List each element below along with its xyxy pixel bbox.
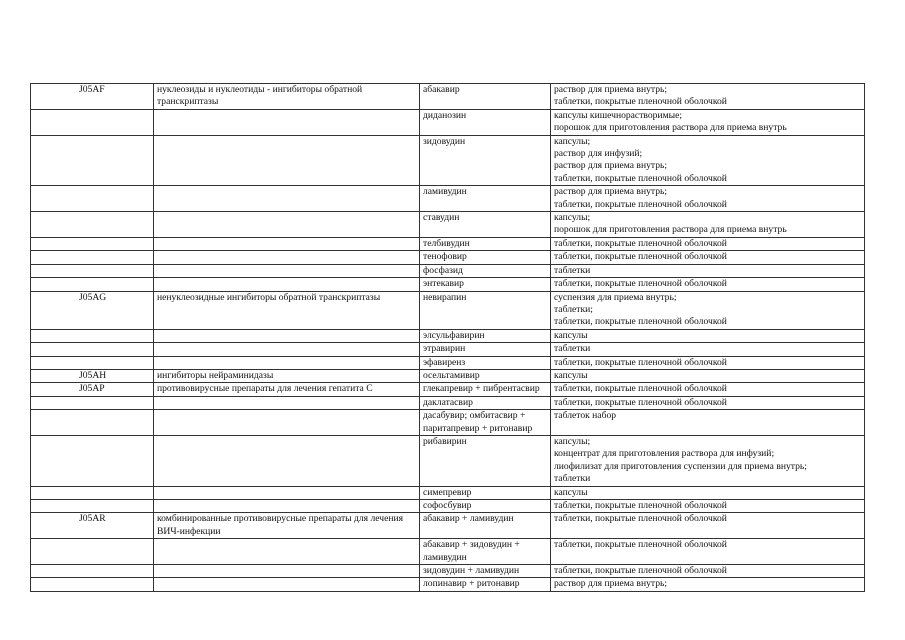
dosage-form-line: таблетки (554, 264, 591, 276)
pharmacological-group-cell (154, 539, 420, 565)
pharmacological-group-cell (154, 435, 420, 486)
atc-code-cell (31, 578, 154, 591)
table-row (31, 356, 865, 369)
atc-code-cell (31, 109, 154, 135)
drug-name-cell: дасабувир; омбитасвир + паритапревир + ритонавир (420, 410, 551, 436)
pharmacological-group-cell (154, 396, 420, 409)
pharmacological-group-cell (154, 486, 420, 499)
dosage-form-line: таблетки, покрытые пленочной оболочкой (554, 513, 727, 525)
drug-name-cell: глекапревир + пибрентасвир (420, 383, 551, 396)
dosage-forms-cell (551, 486, 865, 499)
dosage-forms-cell (551, 84, 865, 110)
dosage-form-line: капсулы; (554, 135, 591, 147)
dosage-form-line: таблетки, покрытые пленочной оболочкой (554, 316, 727, 328)
dosage-form-line: капсулы (554, 486, 588, 498)
drug-name-cell: элсульфавирин (420, 329, 551, 342)
table-row (31, 500, 865, 513)
drug-name-cell: абакавир + ламивудин (420, 513, 551, 539)
atc-code-cell (31, 486, 154, 499)
table-row (31, 186, 865, 212)
dosage-form-line: раствор для приема внутрь; (554, 84, 668, 95)
pharmacological-group-cell (154, 264, 420, 277)
dosage-forms-cell (551, 291, 865, 329)
table-row (31, 343, 865, 356)
dosage-form-line: таблетки, покрытые пленочной оболочкой (554, 565, 727, 577)
atc-code-cell (31, 343, 154, 356)
table-row (31, 396, 865, 409)
dosage-form-line: таблетки, покрытые пленочной оболочкой (554, 383, 727, 395)
dosage-form-line: раствор для инфузий; (554, 148, 643, 160)
drug-name-cell: ламивудин (420, 186, 551, 212)
atc-code-cell (31, 410, 154, 436)
dosage-form-line: таблетки, покрытые пленочной оболочкой (554, 237, 727, 249)
pharmacological-group-cell (154, 578, 420, 591)
atc-code-cell (31, 135, 154, 186)
dosage-form-line: таблетки, покрытые пленочной оболочкой (554, 356, 727, 368)
pharmacological-group-cell: противовирусные препараты для лечения гепатита C (154, 383, 420, 396)
drug-name-cell: зидовудин (420, 135, 551, 186)
dosage-forms-cell (551, 251, 865, 264)
drug-list-body (31, 84, 865, 592)
table-row (31, 486, 865, 499)
dosage-forms-cell (551, 343, 865, 356)
table-row (31, 84, 865, 110)
dosage-form-line: таблеток набор (554, 410, 617, 422)
dosage-form-line: концентрат для приготовления раствора для инфузий; (554, 448, 775, 460)
dosage-form-line: капсулы; (554, 212, 591, 224)
drug-name-cell: энтекавир (420, 278, 551, 291)
pharmacological-group-cell (154, 356, 420, 369)
pharmacological-group-cell (154, 500, 420, 513)
atc-code-cell (31, 565, 154, 578)
dosage-forms-cell (551, 396, 865, 409)
drug-name-cell: софосбувир (420, 500, 551, 513)
atc-code-cell (31, 237, 154, 250)
table-row (31, 135, 865, 186)
dosage-forms-cell (551, 539, 865, 565)
table-row (31, 291, 865, 329)
table-row (31, 251, 865, 264)
drug-name-cell: этравирин (420, 343, 551, 356)
dosage-form-line: порошок для приготовления раствора для приема внутрь (554, 122, 787, 134)
dosage-forms-cell (551, 578, 865, 591)
table-row (31, 383, 865, 396)
drug-name-cell: рибавирин (420, 435, 551, 486)
pharmacological-group-cell: комбинированные противовирусные препараты для лечения ВИЧ-инфекции (154, 513, 420, 539)
pharmacological-group-cell (154, 343, 420, 356)
dosage-forms-cell (551, 369, 865, 382)
dosage-form-line: таблетки, покрытые пленочной оболочкой (554, 251, 727, 263)
dosage-forms-cell (551, 264, 865, 277)
dosage-form-line: капсулы; (554, 435, 591, 447)
pharmacological-group-cell (154, 109, 420, 135)
dosage-forms-cell (551, 513, 865, 539)
pharmacological-group-cell: ненуклеозидные ингибиторы обратной транскриптазы (154, 291, 420, 329)
drug-name-cell: диданозин (420, 109, 551, 135)
atc-code-cell (31, 212, 154, 238)
atc-code-cell (31, 435, 154, 486)
dosage-forms-cell (551, 356, 865, 369)
atc-code-cell: J05AP (31, 383, 154, 396)
pharmacological-group-cell (154, 135, 420, 186)
dosage-form-line: порошок для приготовления раствора для приема внутрь (554, 224, 787, 236)
dosage-form-line: таблетки, покрытые пленочной оболочкой (554, 96, 727, 108)
dosage-form-line: раствор для приема внутрь; (554, 186, 668, 198)
dosage-form-line: таблетки (554, 343, 591, 355)
pharmacological-group-cell (154, 237, 420, 250)
atc-code-cell (31, 186, 154, 212)
table-row (31, 264, 865, 277)
dosage-forms-cell (551, 278, 865, 291)
table-row (31, 565, 865, 578)
drug-list-table (30, 83, 865, 592)
dosage-forms-cell (551, 186, 865, 212)
dosage-form-line: таблетки; (554, 303, 593, 315)
pharmacological-group-cell (154, 212, 420, 238)
drug-name-cell: невирапин (420, 291, 551, 329)
dosage-form-line: таблетки, покрытые пленочной оболочкой (554, 539, 727, 551)
drug-name-cell: осельтамивир (420, 369, 551, 382)
table-row (31, 539, 865, 565)
dosage-form-line: таблетки, покрытые пленочной оболочкой (554, 198, 727, 210)
atc-code-cell: J05AG (31, 291, 154, 329)
drug-name-cell: тенофовир (420, 251, 551, 264)
pharmacological-group-cell (154, 410, 420, 436)
atc-code-cell: J05AH (31, 369, 154, 382)
drug-name-cell: симепревир (420, 486, 551, 499)
atc-code-cell (31, 251, 154, 264)
atc-code-cell (31, 396, 154, 409)
dosage-forms-cell (551, 237, 865, 250)
dosage-form-line: таблетки, покрытые пленочной оболочкой (554, 396, 727, 408)
dosage-form-line: капсулы кишечнорастворимые; (554, 109, 683, 121)
dosage-forms-cell (551, 212, 865, 238)
pharmacological-group-cell (154, 329, 420, 342)
pharmacological-group-cell (154, 251, 420, 264)
dosage-forms-cell (551, 565, 865, 578)
pharmacological-group-cell (154, 565, 420, 578)
table-row (31, 329, 865, 342)
atc-code-cell (31, 329, 154, 342)
drug-name-cell: даклатасвир (420, 396, 551, 409)
dosage-form-line: таблетки (554, 473, 591, 485)
dosage-form-line: лиофилизат для приготовления суспензии для приема внутрь; (554, 460, 807, 472)
table-row (31, 410, 865, 436)
dosage-forms-cell (551, 500, 865, 513)
drug-name-cell: зидовудин + ламивудин (420, 565, 551, 578)
dosage-forms-cell (551, 383, 865, 396)
table-row (31, 369, 865, 382)
atc-code-cell (31, 356, 154, 369)
table-row (31, 435, 865, 486)
dosage-forms-cell (551, 329, 865, 342)
drug-name-cell: эфавиренз (420, 356, 551, 369)
atc-code-cell (31, 264, 154, 277)
table-row (31, 212, 865, 238)
dosage-forms-cell (551, 410, 865, 436)
table-row (31, 237, 865, 250)
drug-name-cell: телбивудин (420, 237, 551, 250)
dosage-forms-cell (551, 135, 865, 186)
atc-code-cell (31, 500, 154, 513)
pharmacological-group-cell: ингибиторы нейраминидазы (154, 369, 420, 382)
dosage-form-line: суспензия для приема внутрь; (554, 291, 677, 303)
pharmacological-group-cell: нуклеозиды и нуклеотиды - ингибиторы обратной транскриптазы (154, 84, 420, 110)
drug-name-cell: абакавир (420, 84, 551, 110)
dosage-form-line: капсулы (554, 329, 588, 341)
dosage-forms-cell (551, 435, 865, 486)
atc-code-cell (31, 278, 154, 291)
dosage-form-line: раствор для приема внутрь; (554, 578, 668, 590)
dosage-forms-cell (551, 109, 865, 135)
dosage-form-line: таблетки, покрытые пленочной оболочкой (554, 500, 727, 511)
table-row (31, 578, 865, 591)
pharmacological-group-cell (154, 278, 420, 291)
drug-name-cell: лопинавир + ритонавир (420, 578, 551, 591)
atc-code-cell: J05AF (31, 84, 154, 110)
drug-name-cell: фосфазид (420, 264, 551, 277)
dosage-form-line: раствор для приема внутрь; (554, 160, 668, 172)
table-row (31, 513, 865, 539)
pharmacological-group-cell (154, 186, 420, 212)
atc-code-cell: J05AR (31, 513, 154, 539)
drug-name-cell: абакавир + зидовудин + ламивудин (420, 539, 551, 565)
table-row (31, 109, 865, 135)
dosage-form-line: таблетки, покрытые пленочной оболочкой (554, 172, 727, 184)
dosage-form-line: капсулы (554, 369, 588, 381)
atc-code-cell (31, 539, 154, 565)
dosage-form-line: таблетки, покрытые пленочной оболочкой (554, 278, 727, 290)
drug-name-cell: ставудин (420, 212, 551, 238)
table-row (31, 278, 865, 291)
